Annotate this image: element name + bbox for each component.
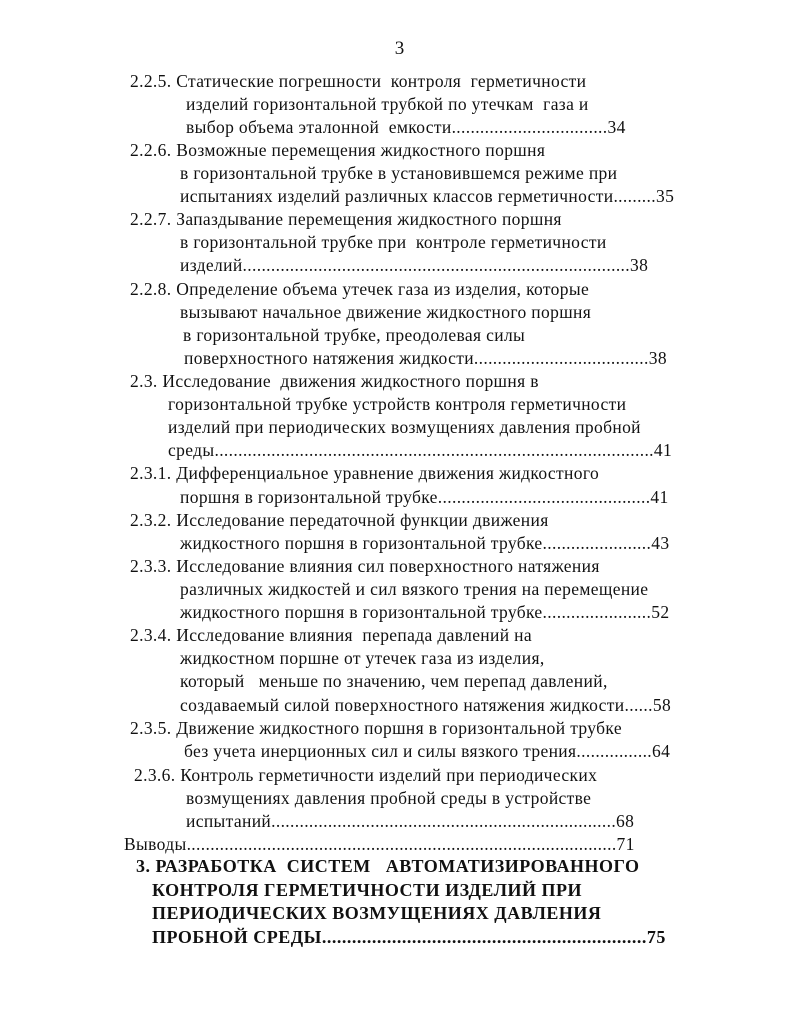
toc-line: изделий..................................................................................38 bbox=[180, 255, 649, 275]
toc-line: выбор объема эталонной емкости.................................34 bbox=[186, 117, 626, 137]
toc-line: в горизонтальной трубке, преодолевая силы bbox=[183, 325, 526, 345]
toc-line: который меньше по значению, чем перепад давлений, bbox=[180, 671, 608, 691]
toc-line: 2.2.8. Определение объема утечек газа из изделия, которые bbox=[130, 279, 590, 299]
toc-chapter-heading: ПРОБНОЙ СРЕДЫ.................................................................75 bbox=[152, 927, 666, 947]
toc-line: изделий при периодических возмущениях давления пробной bbox=[168, 417, 641, 437]
toc-chapter-heading: КОНТРОЛЯ ГЕРМЕТИЧНОСТИ ИЗДЕЛИЙ ПРИ bbox=[152, 880, 583, 900]
toc-line: 2.3. Исследование движения жидкостного поршня в bbox=[130, 371, 539, 391]
toc-line: создаваемый силой поверхностного натяжения жидкости......58 bbox=[180, 695, 672, 715]
toc-line: 2.3.6. Контроль герметичности изделий при периодических bbox=[134, 765, 598, 785]
toc-line: в горизонтальной трубке в установившемся режиме при bbox=[180, 163, 618, 183]
toc-line: 2.3.2. Исследование передаточной функции движения bbox=[130, 510, 549, 530]
toc-line: без учета инерционных сил и силы вязкого трения................64 bbox=[184, 741, 671, 761]
toc-line: горизонтальной трубке устройств контроля герметичности bbox=[168, 394, 627, 414]
toc-line: жидкостного поршня в горизонтальной трубке.......................52 bbox=[180, 602, 670, 622]
page-number: 3 bbox=[394, 38, 405, 59]
toc-chapter-heading: 3. РАЗРАБОТКА СИСТЕМ АВТОМАТИЗИРОВАННОГО bbox=[136, 856, 640, 876]
toc-line: вызывают начальное движение жидкостного поршня bbox=[180, 302, 592, 322]
toc-line: 2.3.4. Исследование влияния перепада давлений на bbox=[130, 625, 533, 645]
toc-line: поверхностного натяжения жидкости.....................................38 bbox=[184, 348, 667, 368]
toc-line: 2.3.1. Дифференциальное уравнение движения жидкостного bbox=[130, 463, 600, 483]
toc-line: различных жидкостей и сил вязкого трения на перемещение bbox=[180, 579, 649, 599]
toc-line: 2.3.3. Исследование влияния сил поверхностного натяжения bbox=[130, 556, 600, 576]
toc-line: изделий горизонтальной трубкой по утечкам газа и bbox=[186, 94, 589, 114]
toc-line: 2.2.5. Статические погрешности контроля герметичности bbox=[130, 71, 587, 91]
toc-line: среды.............................................................................................41 bbox=[168, 440, 673, 460]
toc-line: поршня в горизонтальной трубке.............................................41 bbox=[180, 487, 669, 507]
toc-line: жидкостном поршне от утечек газа из изделия, bbox=[180, 648, 545, 668]
toc-line: испытаниях изделий различных классов герметичности.........35 bbox=[180, 186, 675, 206]
toc-line: 2.2.6. Возможные перемещения жидкостного поршня bbox=[130, 140, 546, 160]
toc-line: 2.3.5. Движение жидкостного поршня в горизонтальной трубке bbox=[130, 718, 622, 738]
toc-line: 2.2.7. Запаздывание перемещения жидкостного поршня bbox=[130, 209, 562, 229]
toc-chapter-heading: ПЕРИОДИЧЕСКИХ ВОЗМУЩЕНИЯХ ДАВЛЕНИЯ bbox=[152, 903, 602, 923]
toc-line: в горизонтальной трубке при контроле герметичности bbox=[180, 232, 607, 252]
toc-line: жидкостного поршня в горизонтальной трубке.......................43 bbox=[180, 533, 670, 553]
toc-line: возмущениях давления пробной среды в устройстве bbox=[186, 788, 592, 808]
toc-line: испытаний.........................................................................68 bbox=[186, 811, 635, 831]
toc-line: Выводы...........................................................................................71 bbox=[124, 834, 635, 854]
